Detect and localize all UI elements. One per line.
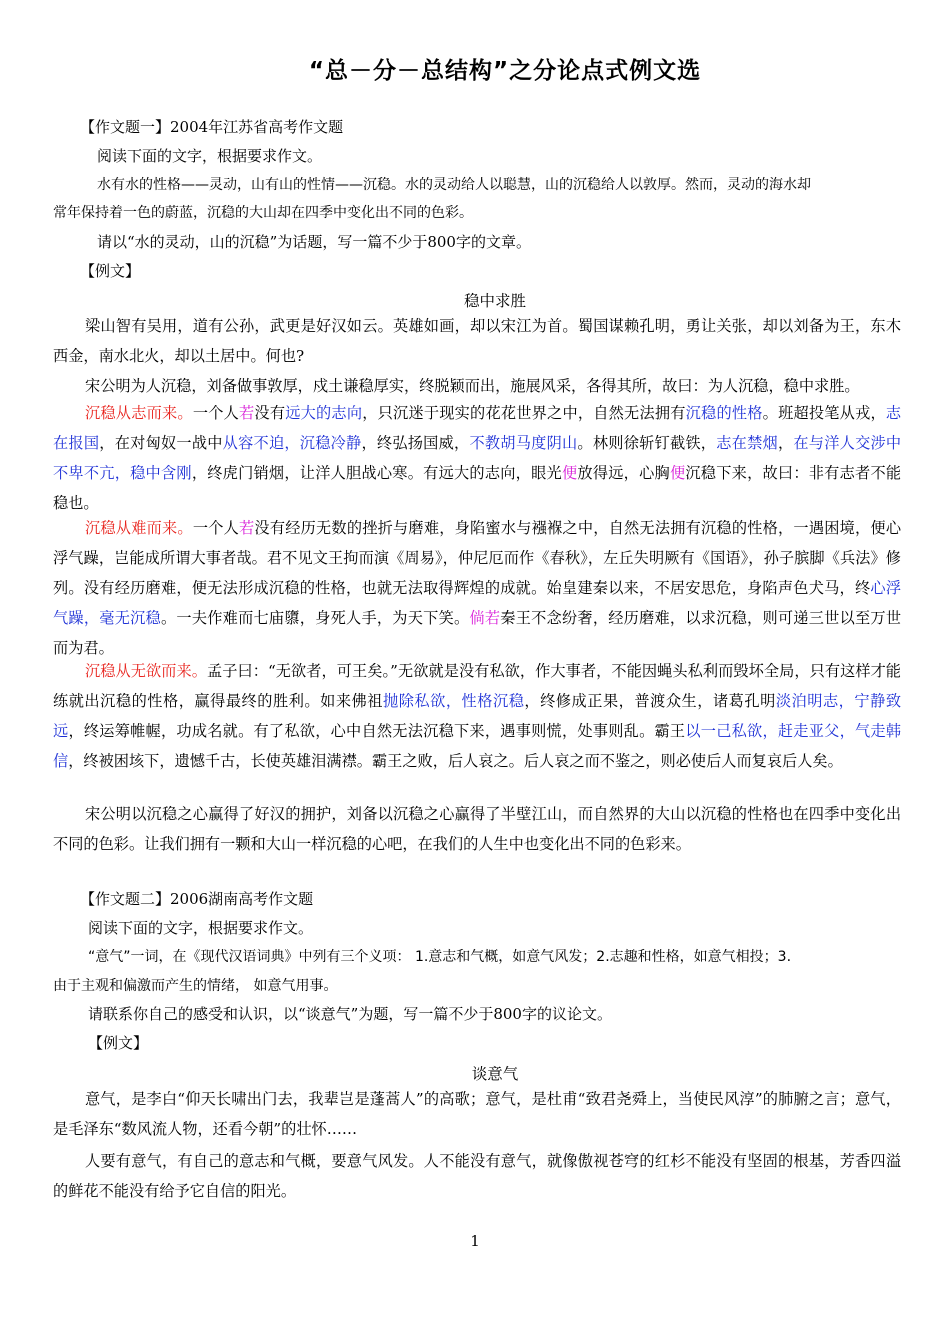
topic1-heading: 【作文题一】2004年江苏省高考作文题 — [80, 118, 344, 136]
essay1-paragraph-6: 宋公明以沉稳之心赢得了好汉的拥护，刘备以沉稳之心赢得了半壁江山，而自然界的大山以沉稳的性格也在四季中变化出不同的色彩。让我们拥有一颗和大山一样沉稳的心吧，在我们的人生中也变化出不同的色彩来。 — [53, 805, 901, 853]
topic2-example-label: 【例文】 — [88, 1034, 149, 1052]
essay1-paragraph-2: 宋公明为人沉稳，刘备做事敦厚，戍土谦稳厚实，终脱颖而出，施展风采，各得其所，故曰：为人沉稳，稳中求胜。 — [85, 377, 860, 395]
point3-sentence: 沉稳从无欲而来。 — [85, 662, 207, 680]
essay2-paragraph-1: 意气，是李白“仰天长啸出门去，我辈岂是蓬蒿人”的高歌；意气，是杜甫“致君尧舜上，当使民风淳”的肺腑之言；意气，是毛泽东“数风流人物，还看今朝”的壮怀…… — [53, 1090, 901, 1138]
keyword-ruo: 若 — [239, 404, 255, 422]
essay2-paragraph-2: 人要有意气，有自己的意志和气概，要意气风发。人不能没有意气，就像傲视苍穹的红杉不能没有坚固的根基，芳香四溢的鲜花不能没有给予它自信的阳光。 — [53, 1152, 901, 1200]
topic2-material-line1: “意气”一词，在《现代汉语词典》中列有三个义项： 1.意志和气概，如意气风发；2.志趣和性格，如意气相投；3. — [88, 949, 792, 965]
topic2-heading: 【作文题二】2006湖南高考作文题 — [80, 890, 314, 908]
topic1-instruction: 阅读下面的文字，根据要求作文。 — [97, 147, 323, 165]
essay1-paragraph-4: 沉稳从难而来。一个人若没有经历无数的挫折与磨难，身陷蜜水与襁褓之中，自然无法拥有沉稳的性格，一遇困境，便心浮气躁，岂能成所谓大事者哉。君不见文王拘而演《周易》，仲尼厄而作《春秋》，左丘失明厥有《国语》，孙子膑脚《兵法》修列。没有经历磨难，便无法形成沉稳的性格，也就无法取得辉煌的成就。始皇建秦以来，不居安思危，身陷声色犬马，终心浮气躁，毫无沉稳。一夫作难而七庙隳，身死人手，为天下笑。倘若秦王不念纷奢，经历磨难，以求沉稳，则可递三世以至万世而为君。 — [53, 519, 902, 657]
topic2-requirement: 请联系你自己的感受和认识，以“谈意气”为题，写一篇不少于800字的议论文。 — [88, 1005, 612, 1023]
topic2-material-line2: 由于主观和偏激而产生的情绪， 如意气用事。 — [53, 978, 338, 994]
essay1-paragraph-5: 沉稳从无欲而来。孟子曰：“无欲者，可王矣。”无欲就是没有私欲，作大事者，不能因蝇头私利而毁坏全局，只有这样才能练就出沉稳的性格，赢得最终的胜利。如来佛祖抛除私欲，性格沉稳，终修成正果，普渡众生，诸葛孔明淡泊明志，宁静致远，终运筹帷幄，功成名就。有了私欲，心中自然无法沉稳下来，遇事则慌，处事则乱。霸王以一己私欲，赶走亚父，气走韩信，终被困垓下，遗憾千古，长使英雄泪满襟。霸王之败，后人哀之。后人哀之而不鉴之，则必使后人而复哀后人矣。 — [53, 662, 902, 770]
topic1-material-line2: 常年保持着一色的蔚蓝，沉稳的大山却在四季中变化出不同的色彩。 — [53, 205, 473, 221]
topic2-instruction: 阅读下面的文字，根据要求作文。 — [88, 919, 314, 937]
topic1-material-line1: 水有水的性格——灵动，山有山的性情——沉稳。水的灵动给人以聪慧，山的沉稳给人以敦厚。然而，灵动的海水却 — [97, 177, 811, 193]
essay2-title: 谈意气 — [471, 1065, 519, 1083]
document-title: “总－分－总结构”之分论点式例文选 — [308, 58, 702, 84]
point2-sentence: 沉稳从难而来。 — [85, 519, 193, 537]
topic1-requirement: 请以“水的灵动，山的沉稳”为话题，写一篇不少于800字的文章。 — [97, 233, 531, 251]
point1-sentence: 沉稳从志而来。 — [85, 404, 193, 422]
essay1-title: 稳中求胜 — [463, 292, 526, 310]
topic1-example-label: 【例文】 — [80, 262, 141, 280]
essay1-paragraph-1: 梁山智有吴用，道有公孙，武更是好汉如云。英雄如画，却以宋江为首。蜀国谋赖孔明，勇让关张，却以刘备为王，东木西金，南水北火，却以土居中。何也? — [53, 317, 901, 365]
essay1-paragraph-3: 沉稳从志而来。一个人若没有远大的志向，只沉迷于现实的花花世界之中，自然无法拥有沉稳的性格。班超投笔从戎，志在报国，在对匈奴一战中从容不迫，沉稳冷静，终弘扬国威，不教胡马度阴山。林则徐斩钉截铁，志在禁烟，在与洋人交涉中不卑不亢，稳中含刚，终虎门销烟，让洋人胆战心寒。有远大的志向，眼光便放得远，心胸便沉稳下来，故曰：非有志者不能稳也。 — [53, 404, 902, 512]
page-number: 1 — [470, 1232, 480, 1250]
